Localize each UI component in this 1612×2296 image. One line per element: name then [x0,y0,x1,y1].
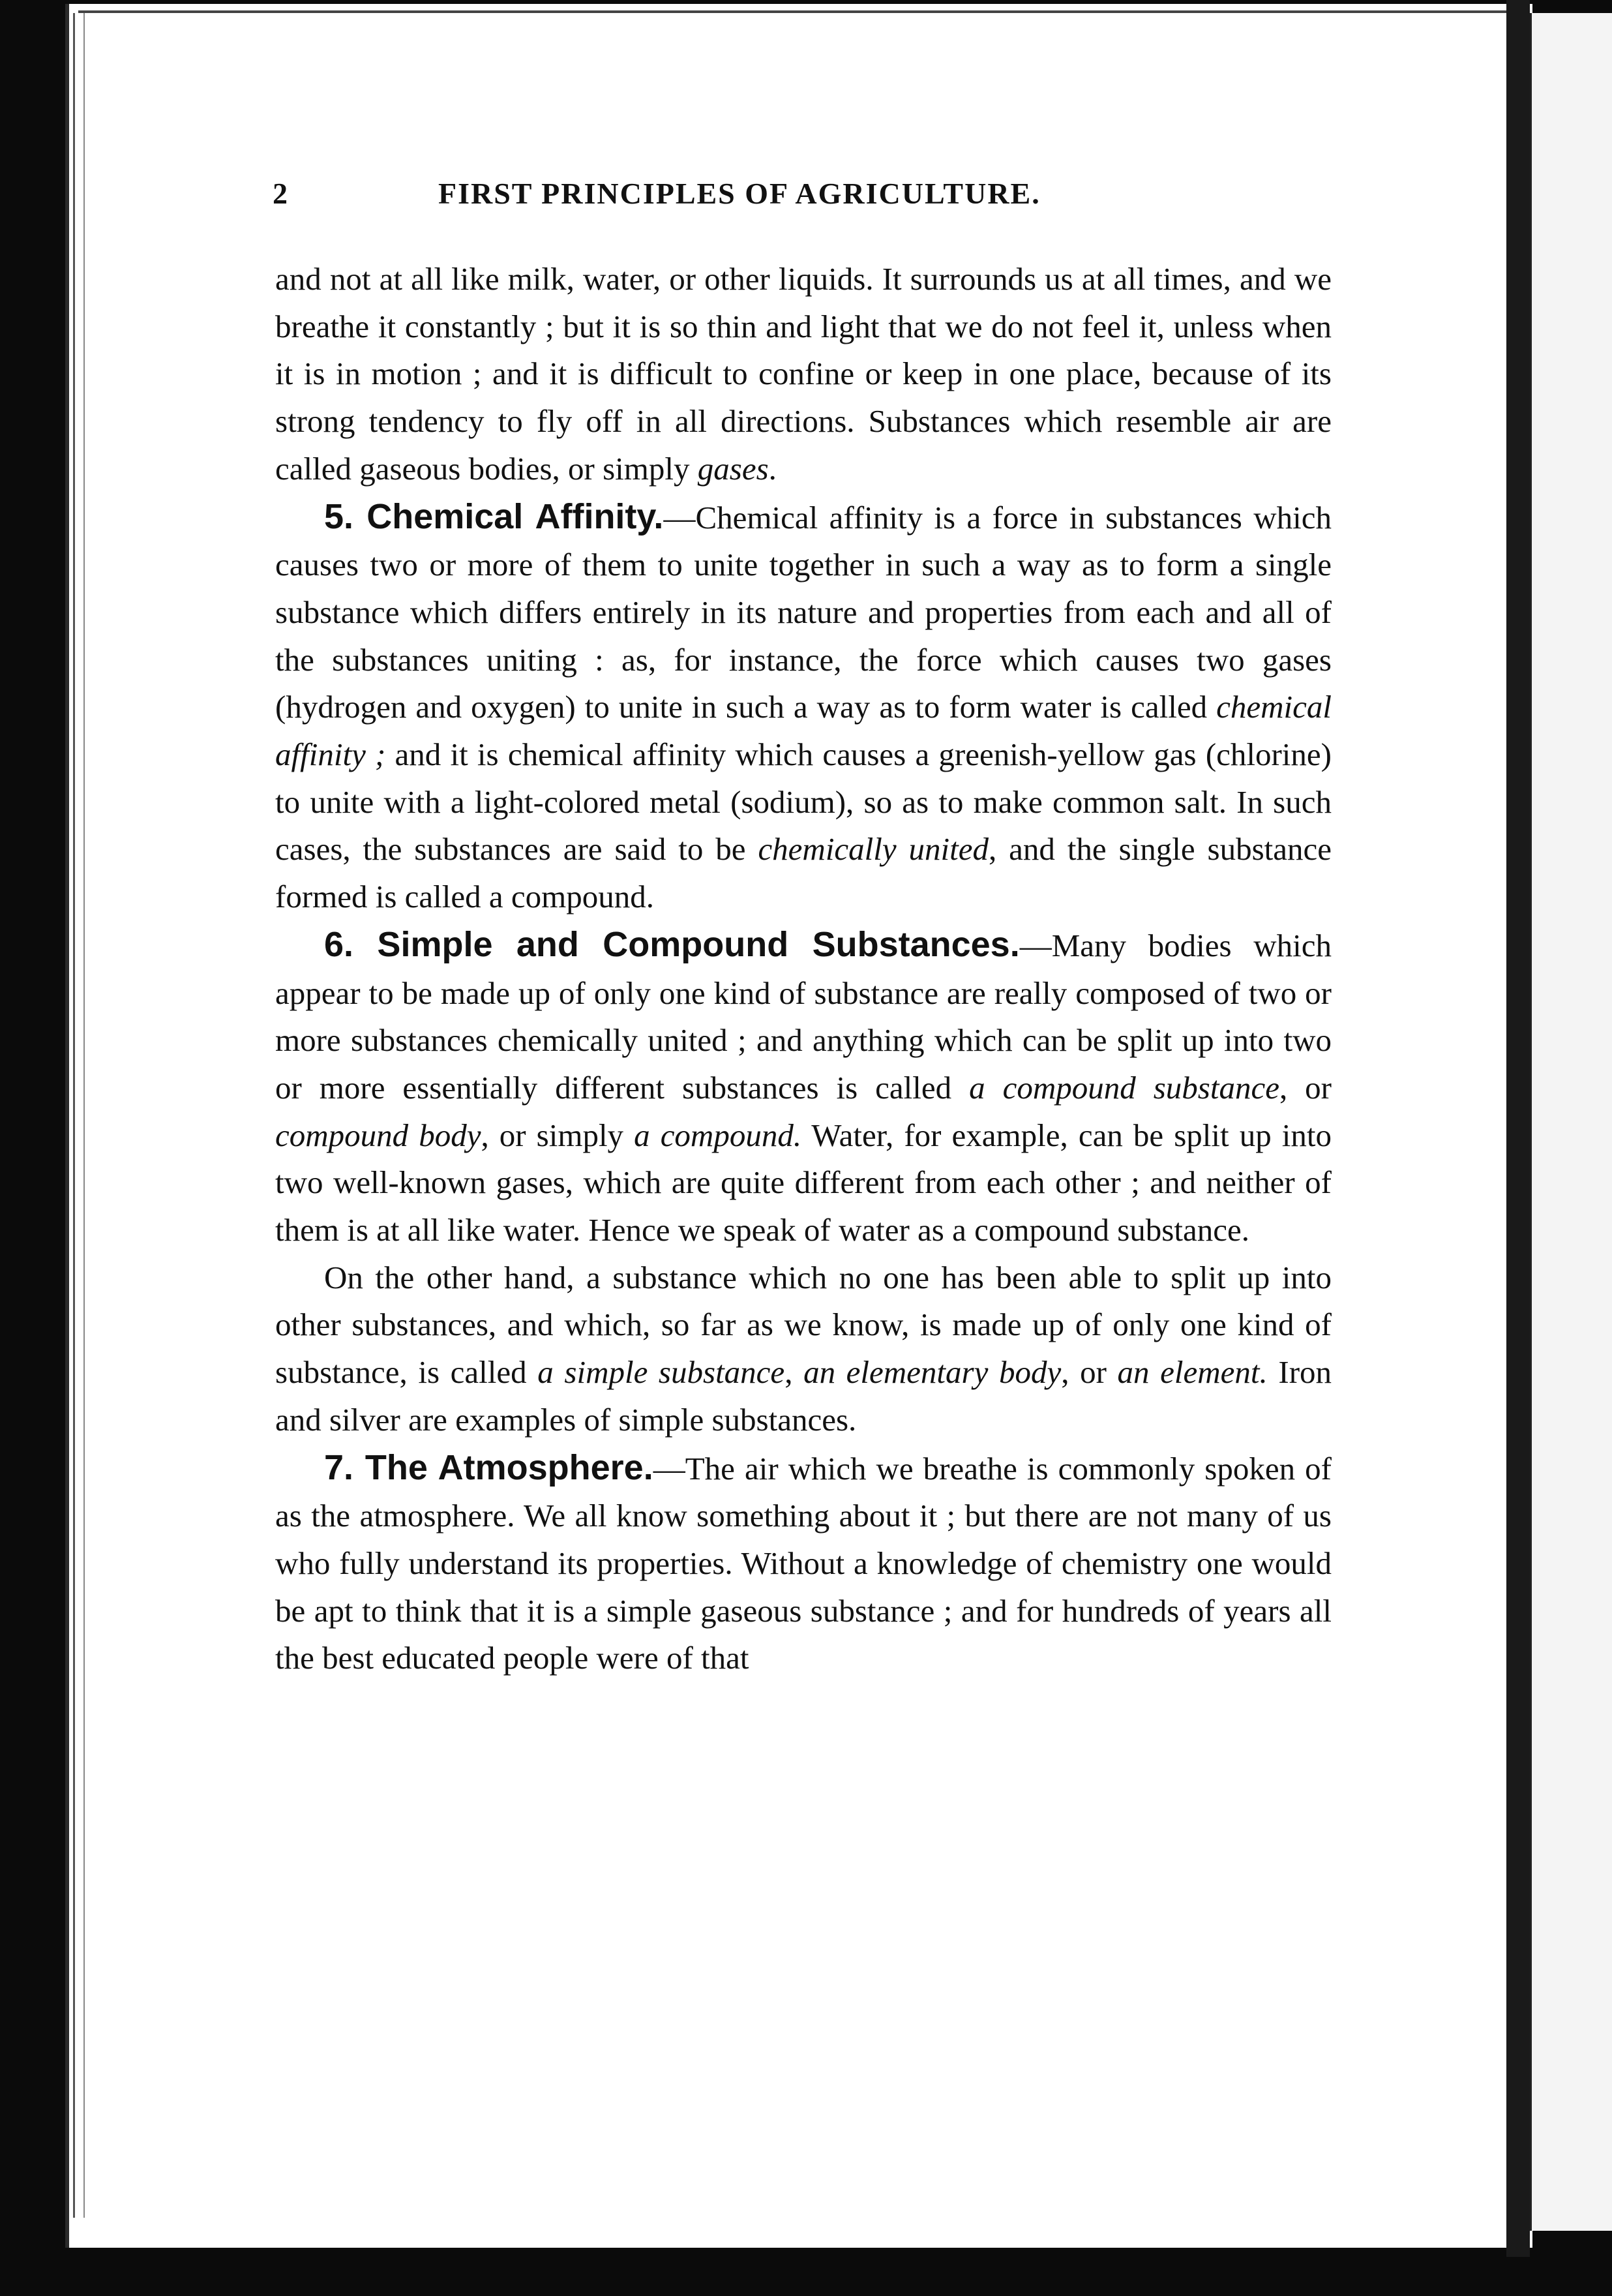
body-text [275,256,1332,1682]
paragraph-chemical-affinity [275,493,1332,921]
page-number: 2 [273,177,289,210]
text-run: and it is chemical affinity which causes a greenish-yellow gas (chlorine) to unite with a light-colored metal (sodium), so as to make common salt. In such cases, the substances are said to be [275,736,1332,868]
italic-term: a compound. [634,1117,802,1153]
italic-term: gases [697,450,769,487]
page-stack-edge-inner [83,13,85,2218]
italic-term: an element. [1117,1354,1268,1391]
italic-term: chemical affinity ; [275,689,1332,773]
book-gutter [1506,0,1530,2257]
text-run: , or [1061,1354,1118,1391]
page-stack-edge [73,13,75,2218]
italic-term: an elementary body [803,1354,1062,1391]
paragraph-simple-compound [275,921,1332,1254]
italic-term: a simple substance [537,1354,785,1391]
text-run: and not at all like milk, water, or other liquids. It surrounds us at all times, and we breathe it constantly ; but it is so thin and light that we do not feel it, unless when it is in motion ; and it is difficult to confine or keep in one place, because of its strong tendency to fly off in all directions. Substances which resemble air are called gaseous bodies, or simply [275,261,1332,487]
section-heading: 7. The Atmosphere. [324,1447,653,1487]
text-run: —The air which we breathe is commonly spoken of as the atmosphere. We all know something about it ; but there are not many of us who fully understand its properties. Without a knowledge of chemistry one would be apt to think that it is a simple gaseous substance ; and for hundreds of years all the best educated people were of that [275,1450,1332,1676]
facing-page-edge [1530,13,1612,2231]
text-run: Iron and silver are examples of simple substances. [275,1354,1332,1438]
text-run: , and the single substance formed is called a compound. [275,831,1332,915]
text-run: , [784,1354,804,1391]
italic-term: a compound substance [969,1069,1279,1106]
text-run: Water, for example, can be split up into two well-known gases, which are quite different from each other ; and neither of them is at all like water. Hence we speak of water as a compound substance. [275,1117,1332,1248]
paragraph-element [275,1254,1332,1444]
running-header [273,176,1446,228]
text-run: —Many bodies which appear to be made up of only one kind of substance are really composed of two or more substances chemically united ; and anything which can be split up into two or more essentially different substances is called [275,927,1332,1106]
section-heading: 6. Simple and Compound Substances. [324,924,1020,964]
italic-term: compound body [275,1117,481,1153]
text-run: , or [1279,1069,1332,1106]
italic-term: chemically united [758,831,989,868]
paragraph-gases [275,256,1332,493]
text-run: On the other hand, a substance which no one has been able to split up into other substances, and which, so far as we know, is made up of only one kind of substance, is called [275,1259,1332,1391]
text-run: . [768,450,777,487]
running-title: FIRST PRINCIPLES OF AGRICULTURE. [438,177,1041,210]
page-top-edge [78,10,1513,13]
text-run: —Chemical affinity is a force in substances which causes two or more of them to unite together in such a way as to form a single substance which differs entirely in its nature and properties from each and all of the substances uniting : as, for instance, the force which causes two gases (hydrogen and oxygen) to unite in such a way as to form water is called [275,499,1332,725]
text-run: , or simply [481,1117,634,1153]
section-heading: 5. Chemical Affinity. [324,496,664,536]
paragraph-atmosphere [275,1444,1332,1683]
